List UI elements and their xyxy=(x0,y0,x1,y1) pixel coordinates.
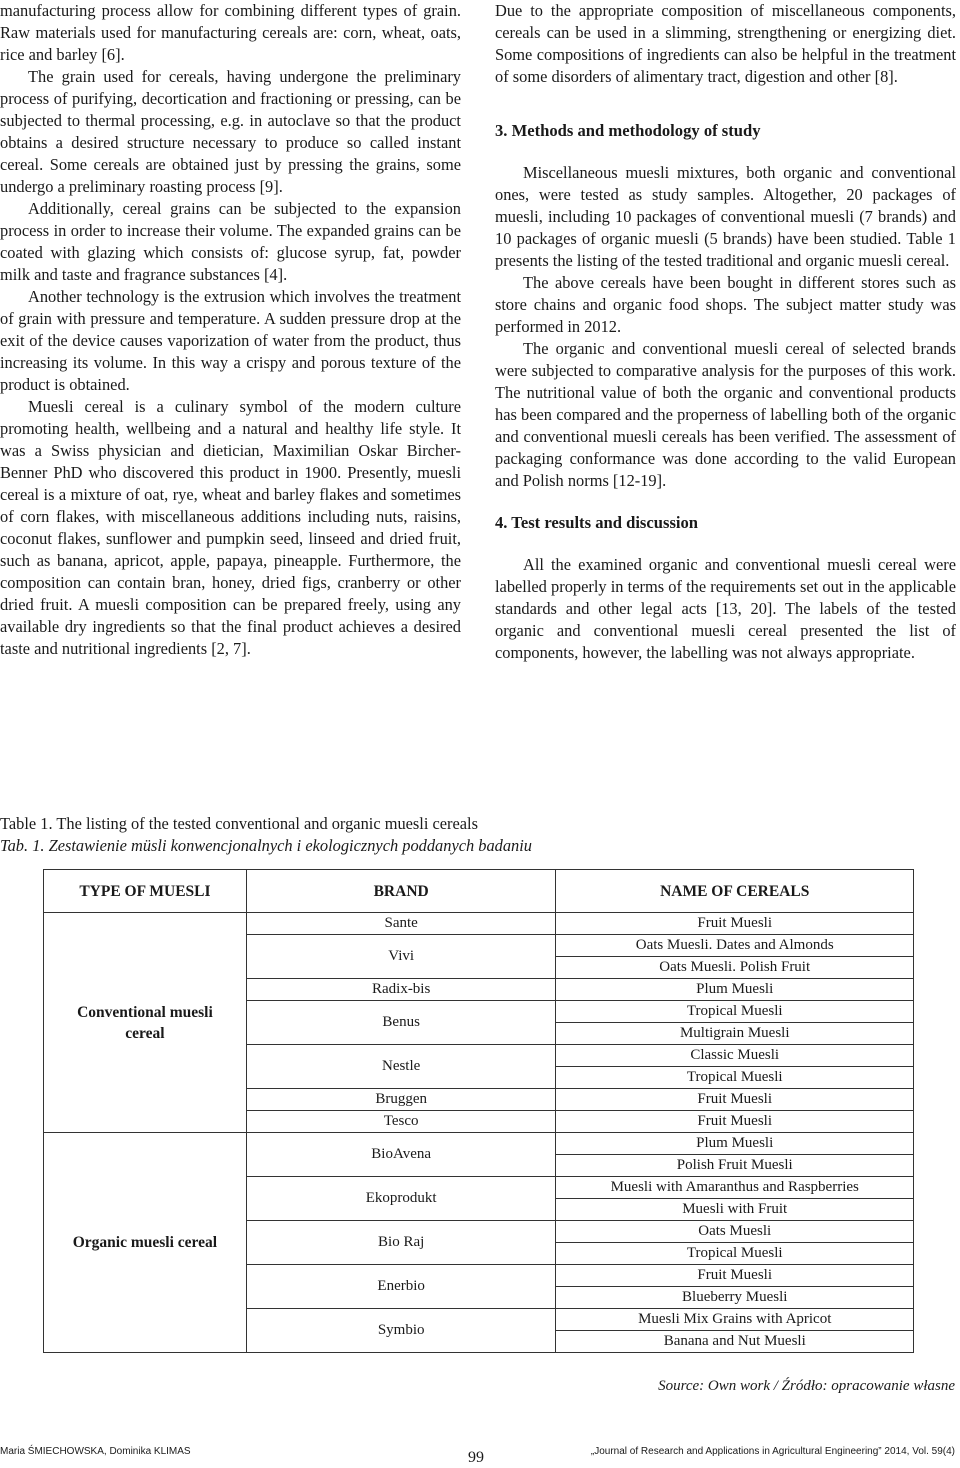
cereal-cell: Oats Muesli. Polish Fruit xyxy=(556,957,914,979)
table-caption-pl: Tab. 1. Zestawienie müsli konwencjonalnych i ekologicznych poddanych badaniu xyxy=(0,836,533,855)
brand-cell: Benus xyxy=(246,1001,556,1045)
paragraph: Due to the appropriate composition of miscellaneous components, cereals can be used in a slimming, strengthening or energizing diet. Some compositions of ingredients can also be helpful in the treatment of some disorders of alimentary tract, digestion and other [8]. xyxy=(495,1,956,86)
paragraph: The grain used for cereals, having undergone the preliminary process of purifying, decortication and fractioning or pressing, can be subjected to thermal processing, e.g. in autoclave so that the product obtains a desired structure necessary to produce so called instant cereal. Some cereals are obtained just by pressing the grains, some undergo a preliminary roasting process [9]. xyxy=(0,67,461,196)
cereal-cell: Multigrain Muesli xyxy=(556,1023,914,1045)
muesli-table xyxy=(43,869,914,1353)
paragraph: manufacturing process allow for combining different types of grain. Raw materials used for manufacturing cereals are: corn, wheat, oats, rice and barley [6]. xyxy=(0,1,461,64)
type-cell: Organic muesli cereal xyxy=(44,1133,247,1353)
brand-cell: BioAvena xyxy=(246,1133,556,1177)
table-header-row xyxy=(44,870,914,913)
left-column xyxy=(0,0,461,660)
table-caption-en: Table 1. The listing of the tested conventional and organic muesli cereals xyxy=(0,814,478,833)
brand-cell: Nestle xyxy=(246,1045,556,1089)
cereal-cell: Polish Fruit Muesli xyxy=(556,1155,914,1177)
paragraph: Another technology is the extrusion which involves the treatment of grain with pressure and temperature. A sudden pressure drop at the exit of the device causes vaporization of water from the product, thus increasing its volume. In this way a crispy and porous texture of the product is obtained. xyxy=(0,287,461,394)
brand-cell: Symbio xyxy=(246,1309,556,1353)
page-number: 99 xyxy=(468,1449,484,1466)
column-header: BRAND xyxy=(246,870,556,913)
table-caption xyxy=(0,813,532,857)
table-row xyxy=(44,913,914,935)
column-header: TYPE OF MUESLI xyxy=(44,870,247,913)
cereal-cell: Banana and Nut Muesli xyxy=(556,1331,914,1353)
brand-cell: Radix-bis xyxy=(246,979,556,1001)
table-source: Source: Own work / Źródło: opracowanie własne xyxy=(658,1378,955,1394)
brand-cell: Tesco xyxy=(246,1111,556,1133)
type-cell: Conventional muesli cereal xyxy=(44,913,247,1133)
cereal-cell: Muesli Mix Grains with Apricot xyxy=(556,1309,914,1331)
section-heading: 3. Methods and methodology of study xyxy=(495,121,761,140)
paragraph: Muesli cereal is a culinary symbol of the modern culture promoting health, wellbeing and a natural and healthy life style. It was a Swiss physician and dietician, Maximilian Oskar Bircher-Benner PhD who discovered this product in 1900. Presently, muesli cereal is a mixture of oat, rye, wheat and barley flakes and sometimes of corn flakes, with miscellaneous additions including nuts, raisins, coconut flakes, sunflower and pumpkin seed, linseed and dried fruit, such as banana, apricot, apple, papaya, pineapple. Furthermore, the composition can contain bran, honey, dried figs, cranberry or other dried fruit. A muesli composition can be prepared freely, using any available dry ingredients so that the final product achieves a desired taste and nutritional ingredients [2, 7]. xyxy=(0,397,461,658)
brand-cell: Ekoprodukt xyxy=(246,1177,556,1221)
paragraph: Miscellaneous muesli mixtures, both organic and conventional ones, were tested as study samples. Altogether, 20 packages of muesli, including 10 packages of conventional muesli (7 brands) and 10 packages of organic muesli (5 brands) have been studied. Table 1 presents the listing of the tested traditional and organic muesli cereal. xyxy=(495,163,956,270)
cereal-cell: Plum Muesli xyxy=(556,1133,914,1155)
brand-cell: Sante xyxy=(246,913,556,935)
footer-journal: „Journal of Research and Applications in Agricultural Engineering” 2014, Vol. 59(4) xyxy=(590,1446,955,1457)
cereal-cell: Tropical Muesli xyxy=(556,1067,914,1089)
cereal-cell: Fruit Muesli xyxy=(556,913,914,935)
right-column xyxy=(495,0,956,664)
cereal-cell: Blueberry Muesli xyxy=(556,1287,914,1309)
cereal-cell: Muesli with Fruit xyxy=(556,1199,914,1221)
column-header: NAME OF CEREALS xyxy=(556,870,914,913)
cereal-cell: Classic Muesli xyxy=(556,1045,914,1067)
brand-cell: Enerbio xyxy=(246,1265,556,1309)
cereal-cell: Oats Muesli. Dates and Almonds xyxy=(556,935,914,957)
paragraph: Additionally, cereal grains can be subjected to the expansion process in order to increase their volume. The expanded grains can be coated with glazing which consists of: glucose syrup, fat, powder milk and taste and fragrance substances [4]. xyxy=(0,199,461,284)
cereal-cell: Fruit Muesli xyxy=(556,1265,914,1287)
paragraph: The organic and conventional muesli cereal of selected brands were subjected to comparative analysis for the purposes of this work. The nutritional value of both the organic and conventional products has been compared and the properness of labelling both of the organic and conventional muesli cereals has been verified. The assessment of packaging conformance was done according to the valid European and Polish norms [12-19]. xyxy=(495,339,956,490)
cereal-cell: Fruit Muesli xyxy=(556,1111,914,1133)
footer-authors: Maria ŚMIECHOWSKA, Dominika KLIMAS xyxy=(0,1446,191,1457)
brand-cell: Bruggen xyxy=(246,1089,556,1111)
cereal-cell: Tropical Muesli xyxy=(556,1243,914,1265)
paragraph: The above cereals have been bought in different stores such as store chains and organic food shops. The subject matter study was performed in 2012. xyxy=(495,273,956,336)
cereal-cell: Fruit Muesli xyxy=(556,1089,914,1111)
cereal-cell: Plum Muesli xyxy=(556,979,914,1001)
paragraph: All the examined organic and conventional muesli cereal were labelled properly in terms of the requirements set out in the applicable standards and other legal acts [13, 20]. The labels of the tested organic and conventional muesli cereal presented the list of components, however, the labelling was not always appropriate. xyxy=(495,555,956,662)
section-heading: 4. Test results and discussion xyxy=(495,513,699,532)
cereal-cell: Muesli with Amaranthus and Raspberries xyxy=(556,1177,914,1199)
cereal-cell: Tropical Muesli xyxy=(556,1001,914,1023)
brand-cell: Bio Raj xyxy=(246,1221,556,1265)
table-row xyxy=(44,1133,914,1155)
cereal-cell: Oats Muesli xyxy=(556,1221,914,1243)
brand-cell: Vivi xyxy=(246,935,556,979)
